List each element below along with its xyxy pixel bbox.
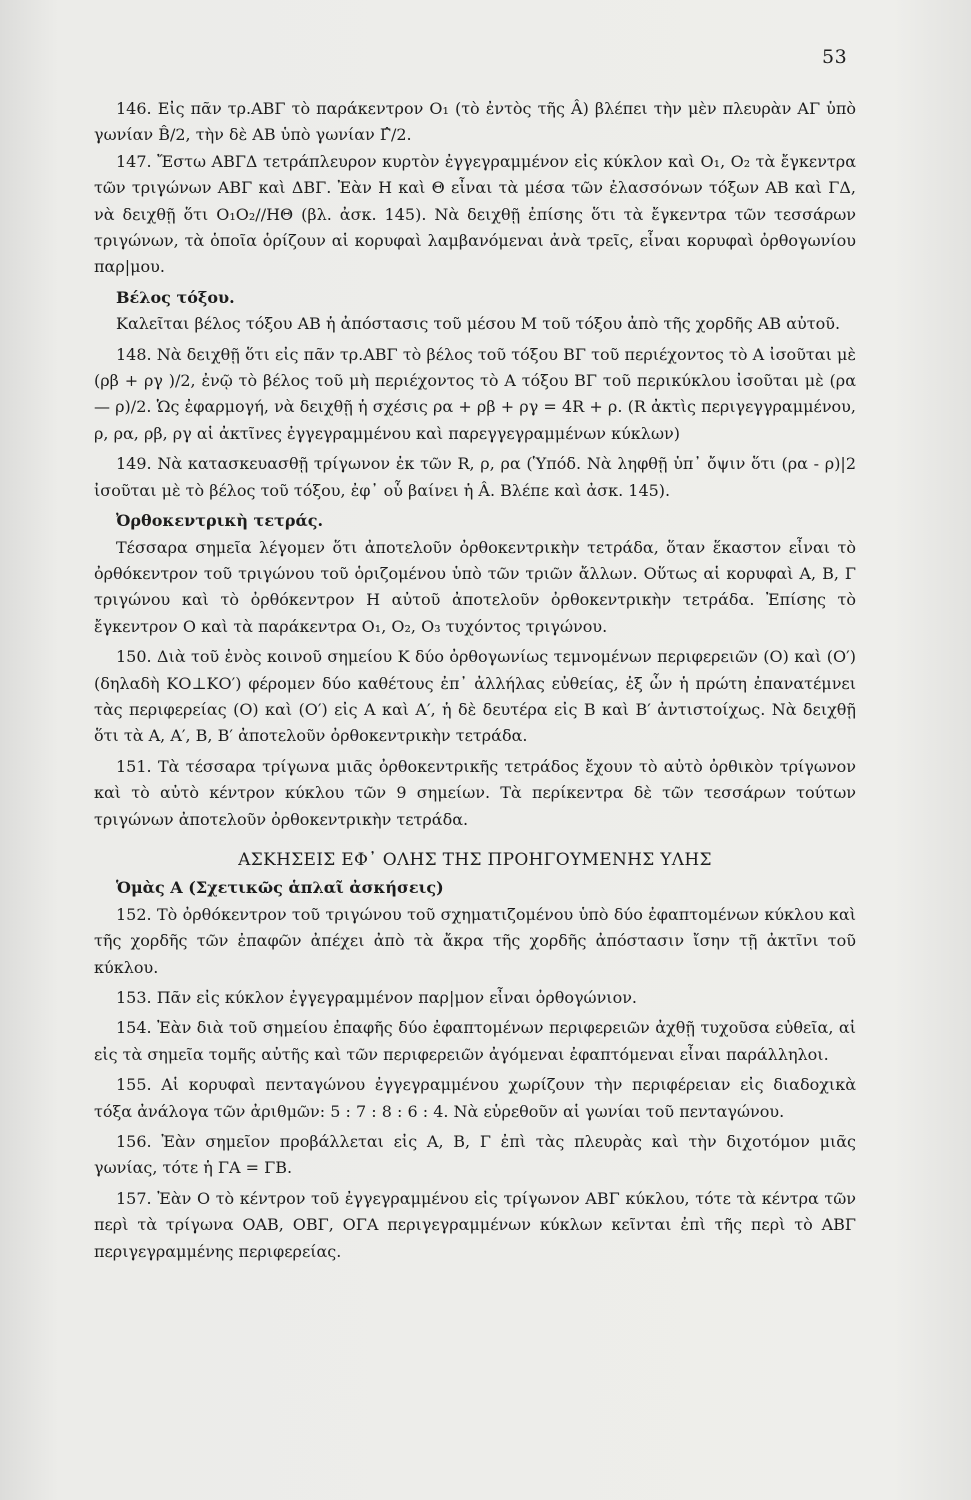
chapter-heading: ΑΣΚΗΣΕΙΣ ΕΦ᾽ ΟΛΗΣ ΤΗΣ ΠΡΟΗΓΟΥΜΕΝΗΣ ΥΛΗΣ [238, 849, 712, 870]
definition-orthocentric: Τέσσαρα σημεῖα λέγομεν ὅτι ἀποτελοῦν ὀρθοκεντρικὴν τετράδα, ὅταν ἕκαστον εἶναι τὸ ὀρθόκεντρον τοῦ τριγώνου τοῦ ὁριζομένου ὑπὸ τῶν τριῶν ἄλλων. Οὕτως αἱ κορυφαὶ Α, Β, Γ τριγώνου καὶ τὸ ὀρθόκεντρον Η αὐτοῦ ἀποτελοῦν ὀρθοκεντρικὴν τετράδα. Ἐπίσης τὸ ἔγκεντρον Ο καὶ τὰ παράκεντρα O₁, O₂, O₃ τυχόντος τριγώνου. [94, 537, 856, 636]
exercise-153: 153. Πᾶν εἰς κύκλον ἐγγεγραμμένον παρ|μον εἶναι ὀρθογώνιον. [116, 988, 638, 1007]
exercise-155: 155. Αἱ κορυφαὶ πενταγώνου ἐγγεγραμμένου χωρίζουν τὴν περιφέρειαν εἰς διαδοχικὰ τόξα ἀνάλογα τῶν ἀριθμῶν: 5 : 7 : 8 : 6 : 4. Νὰ εὑρεθοῦν αἱ γωνίαι τοῦ πενταγώνου. [94, 1075, 856, 1121]
exercise-152: 152. Τὸ ὀρθόκεντρον τοῦ τριγώνου τοῦ σχηματιζομένου ὑπὸ δύο ἐφαπτομένων κύκλου καὶ τῆς χορδῆς τῶν ἐπαφῶν ἀπέχει ἀπὸ τὰ ἄκρα τῆς χορδῆς ἀπόστασιν ἴσην τῇ ἀκτῖνι τοῦ κύκλου. [94, 904, 856, 977]
exercise-154: 154. Ἐὰν διὰ τοῦ σημείου ἐπαφῆς δύο ἐφαπτομένων περιφερειῶν ἀχθῇ τυχοῦσα εὐθεῖα, αἱ εἰς τὰ σημεῖα τομῆς αὐτῆς καὶ τῶν περιφερειῶν ἀγόμεναι ἐφαπτόμεναι εἶναι παράλληλοι. [94, 1018, 856, 1064]
exercise-149: 149. Νὰ κατασκευασθῇ τρίγωνον ἐκ τῶν R, ρ, ρα (Ὑπόδ. Νὰ ληφθῇ ὑπ᾽ ὄψιν ὅτι (ρα - ρ)|2 ἰσοῦται μὲ τὸ βέλος τοῦ τόξου, ἐφ᾽ οὗ βαίνει ἡ Â. Βλέπε καὶ ἀσκ. 145). [94, 454, 856, 500]
exercise-151: 151. Τὰ τέσσαρα τρίγωνα μιᾶς ὀρθοκεντρικῆς τετράδος ἔχουν τὸ αὐτὸ ὀρθικὸν τρίγωνον καὶ τὸ αὐτὸ κέντρον κύκλου τῶν 9 σημείων. Τὰ περίκεντρα δὲ τῶν τεσσάρων τούτων τριγώνων ἀποτελοῦν ὀρθοκεντρικὴν τετράδα. [94, 756, 856, 829]
page-number: 53 [822, 46, 848, 68]
exercise-156: 156. Ἐὰν σημεῖον προβάλλεται εἰς Α, Β, Γ ἐπὶ τὰς πλευρὰς καὶ τὴν διχοτόμον μιᾶς γωνίας, τότε ἡ ΓΑ = ΓΒ. [94, 1132, 856, 1178]
exercise-147: 147. Ἔστω ΑΒΓΔ τετράπλευρον κυρτὸν ἐγγεγραμμένον εἰς κύκλον καὶ O₁, O₂ τὰ ἔγκεντρα τῶν τριγώνων ΑΒΓ καὶ ΔΒΓ. Ἐὰν Η καὶ Θ εἶναι τὰ μέσα τῶν ἐλασσόνων τόξων ΑΒ καὶ ΓΔ, νὰ δειχθῇ ὅτι O₁O₂//ΗΘ (βλ. ἀσκ. 145). Νὰ δειχθῇ ἐπίσης ὅτι τὰ ἔγκεντρα τῶν τεσσάρων τριγώνων, τὰ ὁποῖα ὁρίζουν αἱ κορυφαὶ λαμβανόμεναι ἀνὰ τρεῖς, εἶναι κορυφαὶ ὀρθογωνίου παρ|μου. [94, 151, 856, 277]
exercise-150: 150. Διὰ τοῦ ἑνὸς κοινοῦ σημείου Κ δύο ὀρθογωνίως τεμνομένων περιφερειῶν (Ο) καὶ (Ο′) (δηλαδὴ ΚΟ⊥ΚΟ′) φέρομεν δύο καθέτους ἐπ᾽ ἀλλήλας εὐθείας, ἐξ ὧν ἡ πρώτη ἐπανατέμνει τὰς περιφερείας (Ο) καὶ (Ο′) εἰς Α καὶ Α′, ἡ δὲ δευτέρα εἰς Β καὶ Β′ ἀντιστοίχως. Νὰ δειχθῇ ὅτι τὰ Α, Α′, Β, Β′ ἀποτελοῦν ὀρθοκεντρικὴν τετράδα. [94, 647, 856, 746]
definition-belos: Καλεῖται βέλος τόξου ΑΒ ἡ ἀπόστασις τοῦ μέσου Μ τοῦ τόξου ἀπὸ τῆς χορδῆς ΑΒ αὐτοῦ. [116, 314, 841, 334]
section-heading-belos: Βέλος τόξου. [116, 287, 235, 307]
exercise-148: 148. Νὰ δειχθῇ ὅτι εἰς πᾶν τρ.ΑΒΓ τὸ βέλος τοῦ τόξου ΒΓ τοῦ περιέχοντος τὸ Α ἰσοῦται μὲ (ρβ + ργ )/2, ἐνῷ τὸ βέλος τοῦ μὴ περιέχοντος τὸ Α τόξου ΒΓ τοῦ περικύκλου ἰσοῦται μὲ (ρα — ρ)/2. Ὡς ἐφαρμογή, νὰ δειχθῇ ἡ σχέσις ρα + ρβ + ργ = 4R + ρ. (R ἀκτὶς περιγεγγραμμένου, ρ, ρα, ρβ, ργ αἱ ἀκτῖνες ἐγγεγραμμένου καὶ παρεγγεγραμμένων κύκλων) [94, 344, 856, 443]
group-heading: Ὁμὰς Α (Σχετικῶς ἁπλαῖ ἀσκήσεις) [116, 878, 444, 898]
exercise-146: 146. Εἰς πᾶν τρ.ΑΒΓ τὸ παράκεντρον O₁ (τὸ ἐντὸς τῆς Â) βλέπει τὴν μὲν πλευρὰν ΑΓ ὑπὸ γωνίαν B̂/2, τὴν δὲ ΑΒ ὑπὸ γωνίαν Γ̂/2. [94, 99, 856, 145]
section-heading-orthocentric: Ὀρθοκεντρικὴ τετράς. [116, 511, 324, 531]
page-body [94, 96, 856, 1265]
exercise-157: 157. Ἐὰν Ο τὸ κέντρον τοῦ ἐγγεγραμμένου εἰς τρίγωνον ΑΒΓ κύκλου, τότε τὰ κέντρα τῶν περὶ τὰ τρίγωνα ΟΑΒ, ΟΒΓ, ΟΓΑ περιγεγραμμένων κύκλων κεῖνται ἐπὶ τῆς περὶ τὸ ΑΒΓ περιγεγραμμένης περιφερείας. [94, 1188, 856, 1261]
